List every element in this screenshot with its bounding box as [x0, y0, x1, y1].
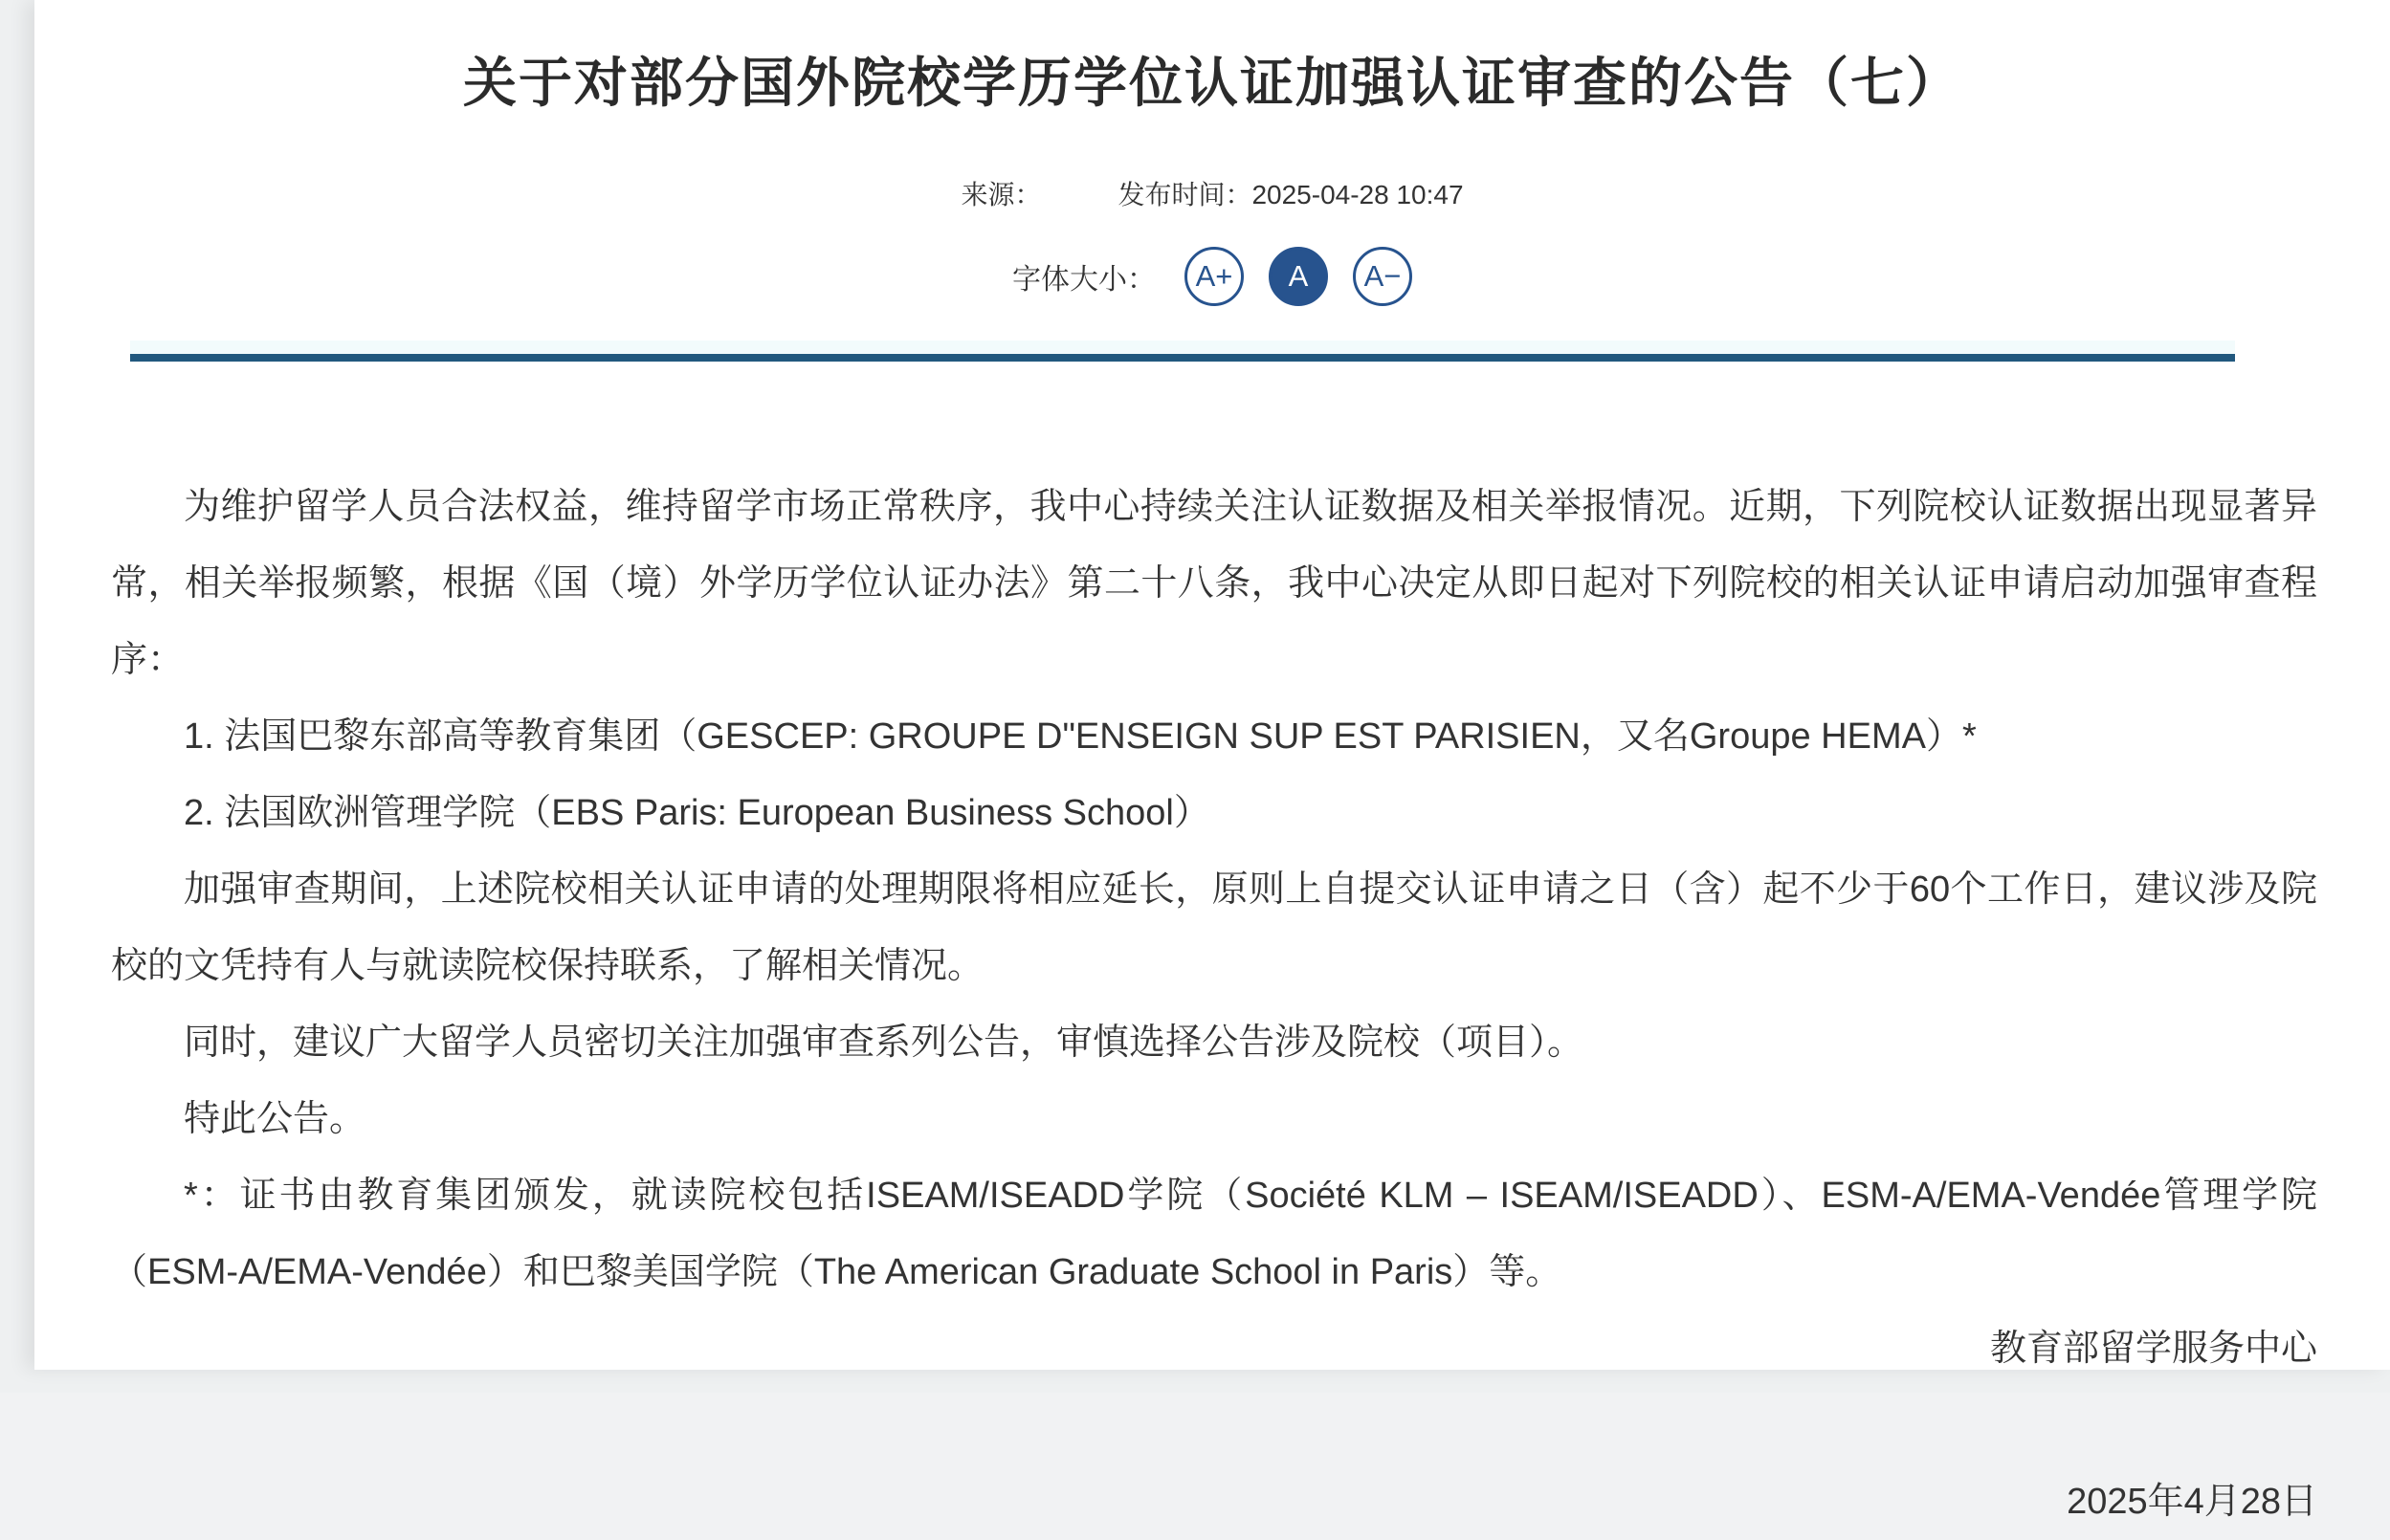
- page-title: 关于对部分国外院校学历学位认证加强认证审查的公告（七）: [463, 53, 1961, 113]
- publish-time-label: 发布时间：: [1118, 180, 1252, 209]
- source-label: 来源：: [961, 180, 1042, 209]
- list-item-1: 1. 法国巴黎东部高等教育集团（GESCEP: GROUPE D"ENSEIGN SUP EST PARISIEN，又名Groupe HEMA）*: [184, 716, 1977, 757]
- font-size-decrease-button[interactable]: A−: [1353, 247, 1412, 306]
- paragraph-intro: 为维护留学人员合法权益，维持留学市场正常秩序，我中心持续关注认证数据及相关举报情况。近期，下列院校认证数据出现显著异常，相关举报频繁，根据《国（境）外学历学位认证办法》第二十八条，我中心决定从即日起对下列院校的相关认证申请启动加强审查程序：: [111, 487, 2317, 680]
- title-divider: [130, 354, 2235, 362]
- signature: 教育部留学服务中心: [1989, 1329, 2317, 1369]
- font-size-label: 字体大小：: [1012, 264, 1156, 296]
- paragraph-footnote: *：证书由教育集团颁发，就读院校包括ISEAM/ISEADD学院（Société KLM – ISEAM/ISEADD）、ESM-A/EMA-Vendée管理学院 （ESM-A/EMA-Vendée）和巴黎美国学院（The American Graduate School in Paris）等。: [111, 1176, 2317, 1292]
- font-size-increase-button[interactable]: A+: [1184, 247, 1244, 306]
- font-size-controls: [34, 247, 2390, 306]
- publish-date: 2025年4月28日: [2067, 1482, 2317, 1522]
- paragraph-processing-period: 加强审查期间，上述院校相关认证申请的处理期限将相应延长，原则上自提交认证申请之日（含）起不少于60个工作日，建议涉及院校的文凭持有人与就读院校保持联系，了解相关情况。: [111, 869, 2317, 986]
- article-body: [34, 469, 2390, 1540]
- meta-row: [34, 176, 2390, 214]
- paragraph-closing: 特此公告。: [184, 1099, 366, 1139]
- announcement-page: [34, 0, 2390, 1522]
- divider-highlight: [130, 341, 2235, 354]
- paragraph-advice: 同时，建议广大留学人员密切关注加强审查系列公告，审慎选择公告涉及院校（项目）。: [184, 1023, 1584, 1063]
- list-item-2: 2. 法国欧洲管理学院（EBS Paris: European Business School）: [184, 793, 1210, 833]
- font-size-normal-button[interactable]: A: [1269, 247, 1328, 306]
- publish-time-value: 2025-04-28 10:47: [1251, 180, 1464, 209]
